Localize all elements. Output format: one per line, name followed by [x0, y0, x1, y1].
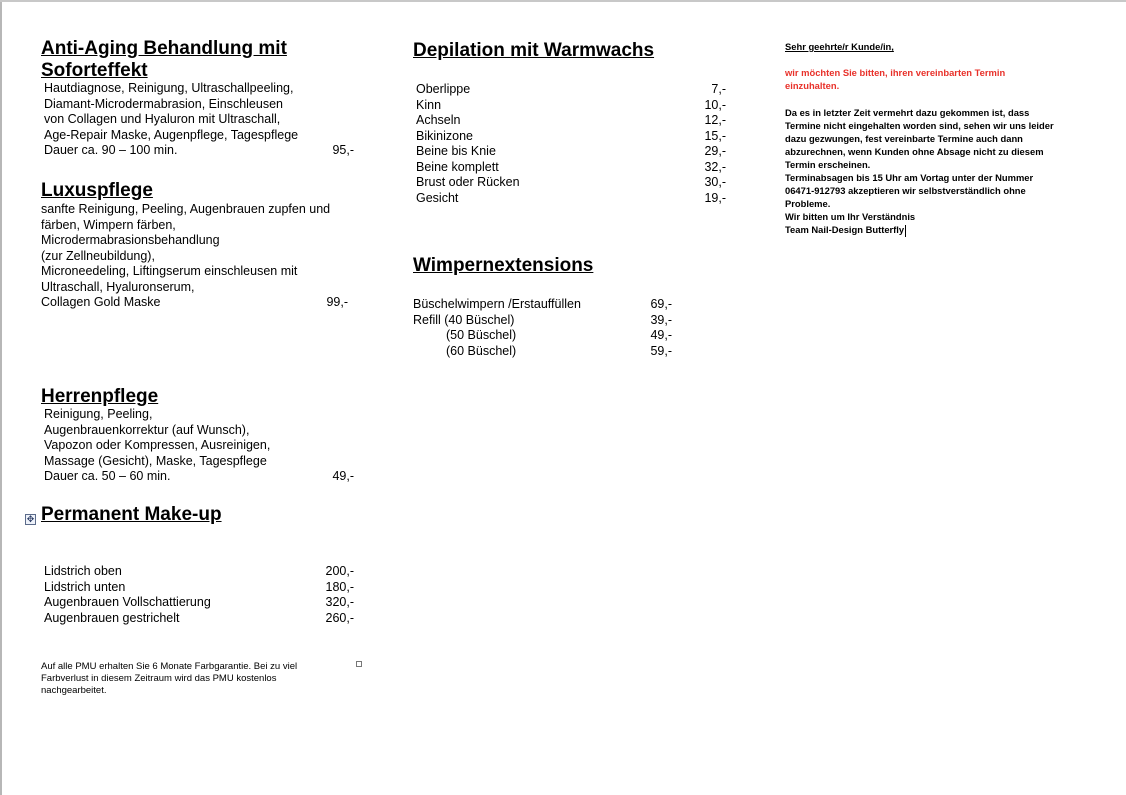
anti-aging-duration: Dauer ca. 90 – 100 min. [44, 143, 178, 157]
wimpern-row [413, 297, 672, 313]
depilation-item-price: 29,- [704, 144, 726, 158]
depilation-price-list [416, 82, 726, 206]
luxus-line: Collagen Gold Maske [41, 295, 161, 309]
herren-duration: Dauer ca. 50 – 60 min. [44, 469, 171, 483]
anti-aging-line: Diamant-Microdermabrasion, Einschleusen [44, 96, 283, 111]
depilation-row [416, 160, 726, 176]
wimpern-item-label: Refill (40 Büschel) [413, 312, 515, 327]
pmu-title: Permanent Make-up [41, 504, 222, 525]
pmu-row [44, 580, 354, 596]
table-move-handle-icon[interactable]: ✥ [26, 514, 35, 524]
herren-title: Herrenpflege [41, 386, 159, 407]
anti-aging-description [44, 81, 298, 159]
notice-body-line: 06471-912793 akzeptieren wir selbstverständlich ohne [785, 185, 1026, 196]
depilation-item-price: 30,- [704, 175, 726, 189]
herren-line: Augenbrauenkorrektur (auf Wunsch), [44, 422, 250, 437]
luxus-price: 99,- [326, 295, 348, 309]
notice-body-line: Probleme. [785, 198, 831, 209]
anti-aging-line: Hautdiagnose, Reinigung, Ultraschallpeeling, [44, 81, 294, 95]
anti-aging-title-line2: Soforteffekt [41, 60, 148, 81]
depilation-item-label: Gesicht [416, 190, 459, 205]
pmu-note-line: Farbverlust in diesem Zeitraum wird das PMU kostenlos [41, 673, 277, 684]
pmu-item-price: 320,- [325, 595, 354, 609]
luxus-line: (zur Zellneubildung), [41, 248, 155, 263]
pmu-item-label: Lidstrich oben [44, 564, 122, 578]
herren-description [44, 407, 270, 485]
pmu-price-list [44, 564, 354, 626]
pmu-item-price: 180,- [325, 579, 354, 594]
pmu-item-label: Augenbrauen gestrichelt [44, 610, 180, 625]
depilation-item-label: Brust oder Rücken [416, 175, 520, 189]
pmu-note-line: Auf alle PMU erhalten Sie 6 Monate Farbgarantie. Bei zu viel [41, 661, 298, 672]
herren-line: Reinigung, Peeling, [44, 407, 153, 421]
depilation-item-label: Oberlippe [416, 82, 471, 96]
depilation-title: Depilation mit Warmwachs [413, 40, 655, 61]
depilation-row [416, 175, 726, 191]
notice-body-line: Termin erscheinen. [785, 159, 871, 170]
notice-body-line: Da es in letzter Zeit vermehrt dazu gekommen ist, dass [785, 107, 1030, 118]
pmu-row [44, 611, 354, 627]
depilation-row [416, 191, 726, 207]
depilation-row [416, 144, 726, 160]
notice-body-line: Termine nicht eingehalten worden sind, sehen wir uns leider [785, 120, 1054, 131]
notice-greeting: Sehr geehrte/r Kunde/in, [785, 41, 894, 52]
pmu-item-label: Augenbrauen Vollschattierung [44, 595, 211, 609]
wimpern-row [413, 344, 672, 360]
depilation-row [416, 129, 726, 145]
anti-aging-title-line1: Anti-Aging Behandlung mit [41, 38, 287, 59]
luxus-title: Luxuspflege [41, 180, 153, 201]
depilation-item-price: 15,- [704, 128, 726, 143]
wimpern-title: Wimpernextensions [413, 255, 594, 276]
depilation-row [416, 82, 726, 98]
pmu-item-price: 260,- [325, 610, 354, 625]
wimpern-item-price: 59,- [650, 343, 672, 358]
page-edge-left [0, 0, 2, 795]
depilation-item-label: Beine komplett [416, 159, 499, 174]
luxus-line: Microdermabrasionsbehandlung [41, 233, 220, 247]
luxus-description [41, 202, 330, 311]
page-edge-top [0, 0, 1126, 2]
text-cursor [905, 225, 906, 237]
notice-body [785, 106, 1054, 237]
notice-body-line: abzurechnen, wenn Kunden ohne Absage nicht zu diesem [785, 146, 1044, 157]
notice-signature-line[interactable] [785, 223, 1054, 237]
notice-body-line: Terminabsagen bis 15 Uhr am Vortag unter der Nummer [785, 172, 1034, 183]
luxus-line: Microneedeling, Liftingserum einschleusen mit [41, 264, 298, 278]
wimpern-item-price: 69,- [650, 297, 672, 311]
depilation-item-price: 10,- [704, 97, 726, 112]
pmu-row [44, 564, 354, 580]
pmu-item-price: 200,- [325, 564, 354, 578]
depilation-item-label: Beine bis Knie [416, 144, 496, 158]
depilation-item-price: 32,- [704, 159, 726, 174]
wimpern-item-label: Büschelwimpern /Erstauffüllen [413, 297, 581, 311]
anti-aging-line: Age-Repair Maske, Augenpflege, Tagespflege [44, 127, 299, 142]
wimpern-item-price: 39,- [650, 312, 672, 327]
pmu-item-label: Lidstrich unten [44, 579, 126, 594]
pmu-row [44, 595, 354, 611]
depilation-item-label: Bikinizone [416, 128, 473, 143]
depilation-item-price: 19,- [704, 190, 726, 205]
herren-line: Vapozon oder Kompressen, Ausreinigen, [44, 438, 271, 452]
wimpern-price-list [413, 297, 672, 359]
pmu-guarantee-note [41, 661, 297, 697]
pmu-note-line: nachgearbeitet. [41, 685, 107, 696]
anti-aging-price: 95,- [332, 143, 354, 157]
luxus-line: färben, Wimpern färben, [41, 217, 176, 232]
depilation-item-label: Achseln [416, 113, 461, 127]
depilation-row [416, 113, 726, 129]
notice-signature-text: Team Nail-Design Butterfly [785, 224, 905, 235]
anti-aging-line: von Collagen und Hyaluron mit Ultraschall, [44, 112, 281, 126]
notice-request [785, 66, 1005, 92]
depilation-item-label: Kinn [416, 97, 442, 112]
luxus-line: sanfte Reinigung, Peeling, Augenbrauen zupfen und [41, 202, 331, 216]
herren-price: 49,- [332, 469, 354, 483]
depilation-row [416, 98, 726, 114]
wimpern-item-label: (50 Büschel) [446, 328, 517, 342]
depilation-item-price: 7,- [711, 82, 726, 96]
wimpern-row [413, 328, 672, 344]
anchor-icon [356, 661, 362, 667]
wimpern-item-label: (60 Büschel) [446, 343, 517, 358]
notice-body-line: Wir bitten um Ihr Verständnis [785, 211, 916, 222]
notice-body-line: dazu gezwungen, fest vereinbarte Termine auch dann [785, 133, 1023, 144]
luxus-line: Ultraschall, Hyaluronserum, [41, 279, 195, 294]
notice-request-line: einzuhalten. [785, 80, 840, 91]
notice-request-line: wir möchten Sie bitten, ihren vereinbarten Termin [785, 67, 1006, 78]
depilation-item-price: 12,- [704, 113, 726, 127]
wimpern-row [413, 313, 672, 329]
wimpern-item-price: 49,- [650, 328, 672, 342]
herren-line: Massage (Gesicht), Maske, Tagespflege [44, 453, 267, 468]
